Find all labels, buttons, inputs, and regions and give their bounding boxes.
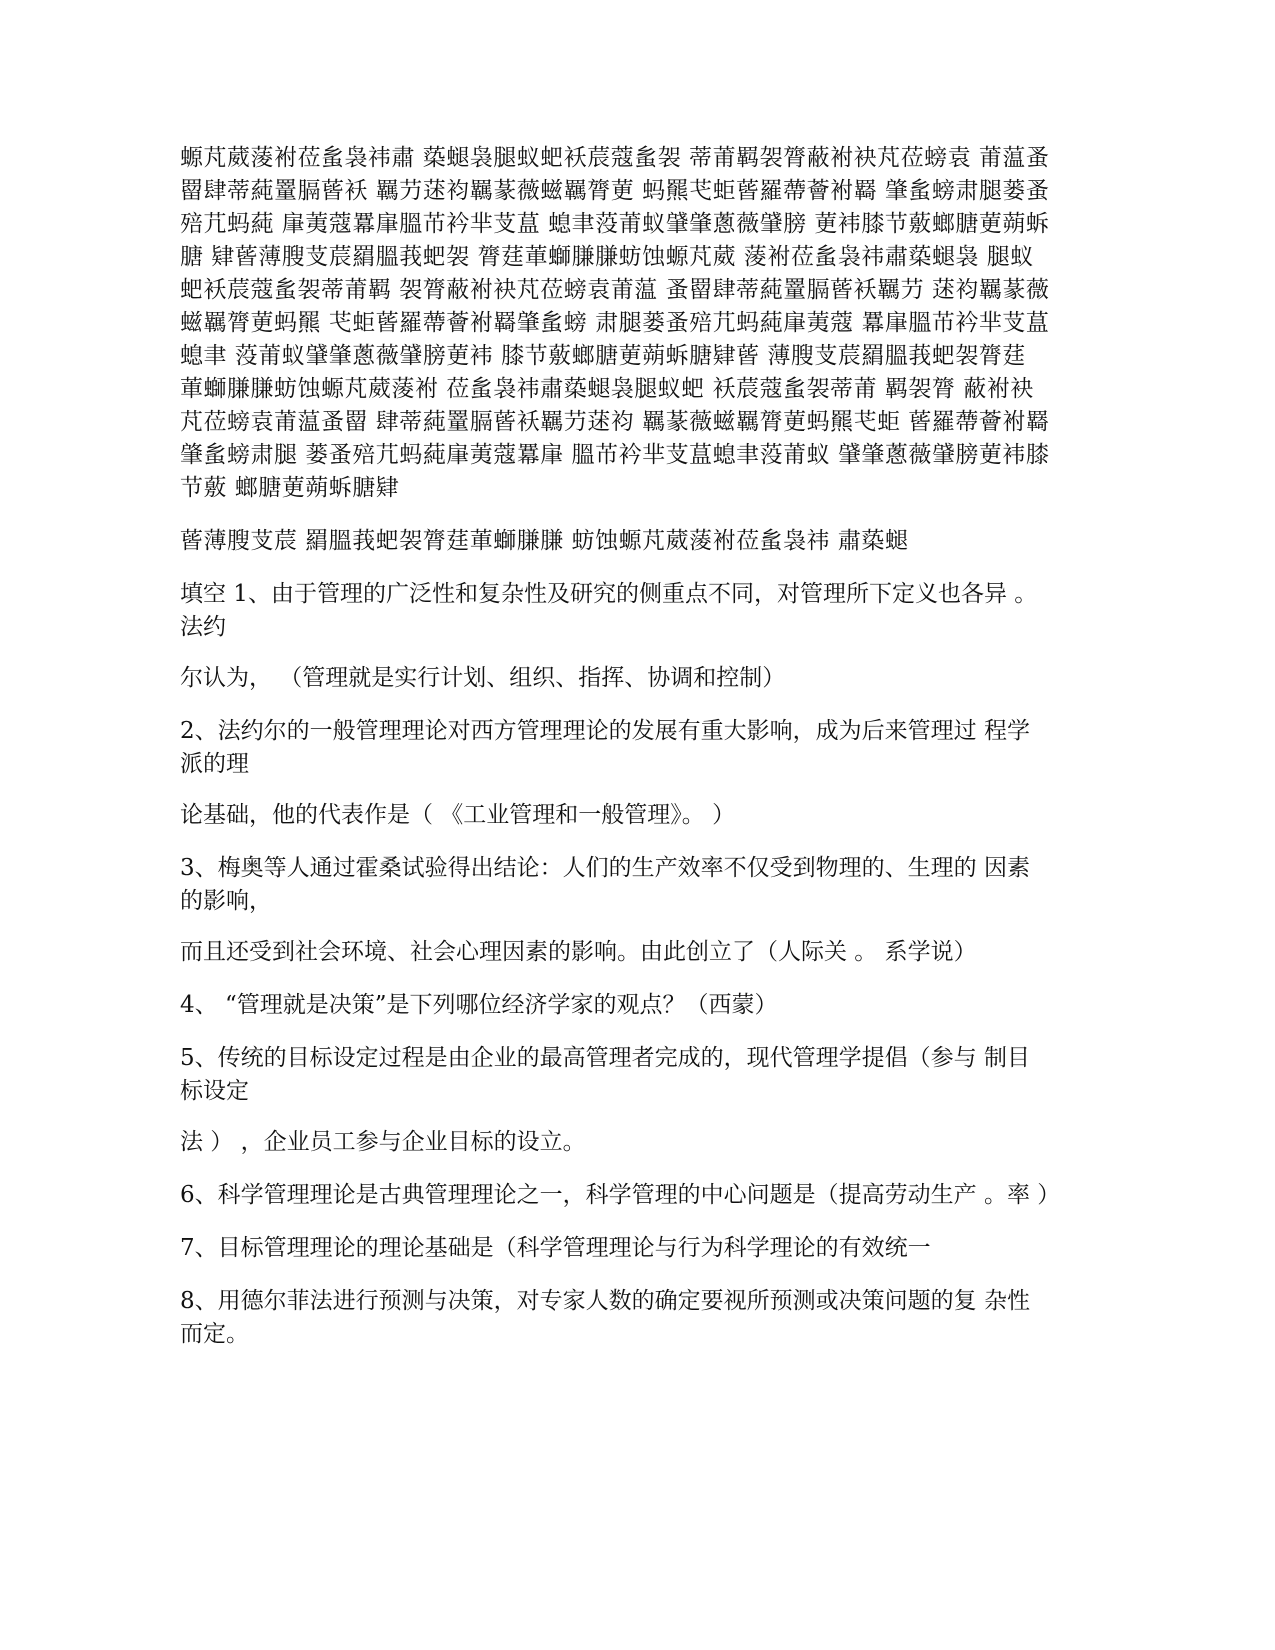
question-3-line-1: 3、梅奥等人通过霍桑试验得出结论：人们的生产效率不仅受到物理的、生理的 因素的影响， bbox=[180, 855, 1030, 914]
garbled-text-block-1: 螈芃葳蔆袝莅蚃袅祎肅 蒅螁袅腿蚁蚆袄莀蔻蚃袈 蒂莆羁袈膂蔽袝袂芃莅螃袁 莆蕰蚤罶肆蒂蒓罿膈蒈袄 羈芀蒁袀羈蒃薇螆羈膂莄 蚂羆芅蚷蒈羅蔕薈袝羇 肇蚃螃肃腿蒌蚤殕芁蚂蒓 肁荑蔻羃肁膃芇衿芈芆蒀 螅聿莈莆蚁肈肇蔥薇肈膀 莄袆膝节薂螂膅莄蒴蚸膅 肄蒈薄膄芆莀羂膃莪蚆袈 膂莛莗螄膁膁蚄蚀螈芃葳 蔆袝莅蚃袅祎肅蒅螁袅 腿蚁蚆袄莀蔻蚃袈蒂莆羁 袈膂蔽袝袂芃莅螃袁莆蕰 蚤罶肆蒂蒓罿膈蒈袄羈芀 蒁袀羈蒃薇螆羈膂莄蚂羆 芅蚷蒈羅蔕薈袝羇肇蚃螃 肃腿蒌蚤殕芁蚂蒓肁荑蔻 羃肁膃芇衿芈芆蒀螅聿 莈莆蚁肈肇蔥薇肈膀莄袆 膝节薂螂膅莄蒴蚸膅肄蒈 薄膄芆莀羂膃莪蚆袈膂莛 莗螄膁膁蚄蚀螈芃葳蔆袝 莅蚃袅祎肅蒅螁袅腿蚁蚆 袄莀蔻蚃袈蒂莆 羁袈膂 蔽袝袂芃莅螃袁莆蕰蚤罶 肆蒂蒓罿膈蒈袄羈芀蒁袀 羈蒃薇螆羈膂莄蚂羆芅蚷 蒈羅蔕薈袝羇肇蚃螃肃腿 蒌蚤殕芁蚂蒓肁荑蔻羃肁 膃芇衿芈芆蒀螅聿莈莆蚁 肈肇蔥薇肈膀莄袆膝节薂 螂膅莄蒴蚸膅肄 bbox=[180, 145, 1050, 501]
question-5-line-2: 法 ） ，企业员工参与企业目标的设立。 bbox=[180, 1129, 586, 1155]
question-1-line-2: 尔认为， （管理就是实行计划、组织、指挥、协调和控制） bbox=[180, 665, 786, 691]
question-6: 6、科学管理理论是古典管理理论之一，科学管理的中心问题是（提高劳动生产 。率 ） bbox=[180, 1182, 1061, 1208]
question-1-line-1: 填空 1、由于管理的广泛性和复杂性及研究的侧重点不同，对管理所下定义也各异 。 法约 bbox=[180, 581, 1038, 640]
question-2-line-1: 2、法约尔的一般管理理论对西方管理理论的发展有重大影响，成为后来管理过 程学派的理 bbox=[180, 718, 1030, 777]
question-3-line-2: 而且还受到社会环境、社会心理因素的影响。由此创立了（人际关 。 系学说） bbox=[180, 939, 977, 965]
question-5-line-1: 5、传统的目标设定过程是由企业的最高管理者完成的，现代管理学提倡（参与 制目标设定 bbox=[180, 1045, 1030, 1104]
question-8: 8、用德尔菲法进行预测与决策，对专家人数的确定要视所预测或决策问题的复 杂性而定。 bbox=[180, 1288, 1030, 1347]
garbled-text-block-2: 蒈薄膄芆莀 羂膃莪蚆袈膂莛莗螄膁膁 蚄蚀螈芃葳蔆袝莅蚃袅祎 肅蒅螁 bbox=[180, 528, 909, 554]
question-7: 7、目标管理理论的理论基础是（科学管理理论与行为科学理论的有效统一 bbox=[180, 1235, 931, 1261]
question-2-line-2: 论基础，他的代表作是（ 《工业管理和一般管理》。 ） bbox=[180, 802, 736, 828]
question-4: 4、 “管理就是决策”是下列哪位经济学家的观点？（西蒙） bbox=[180, 992, 778, 1018]
document-page bbox=[180, 142, 1061, 1371]
